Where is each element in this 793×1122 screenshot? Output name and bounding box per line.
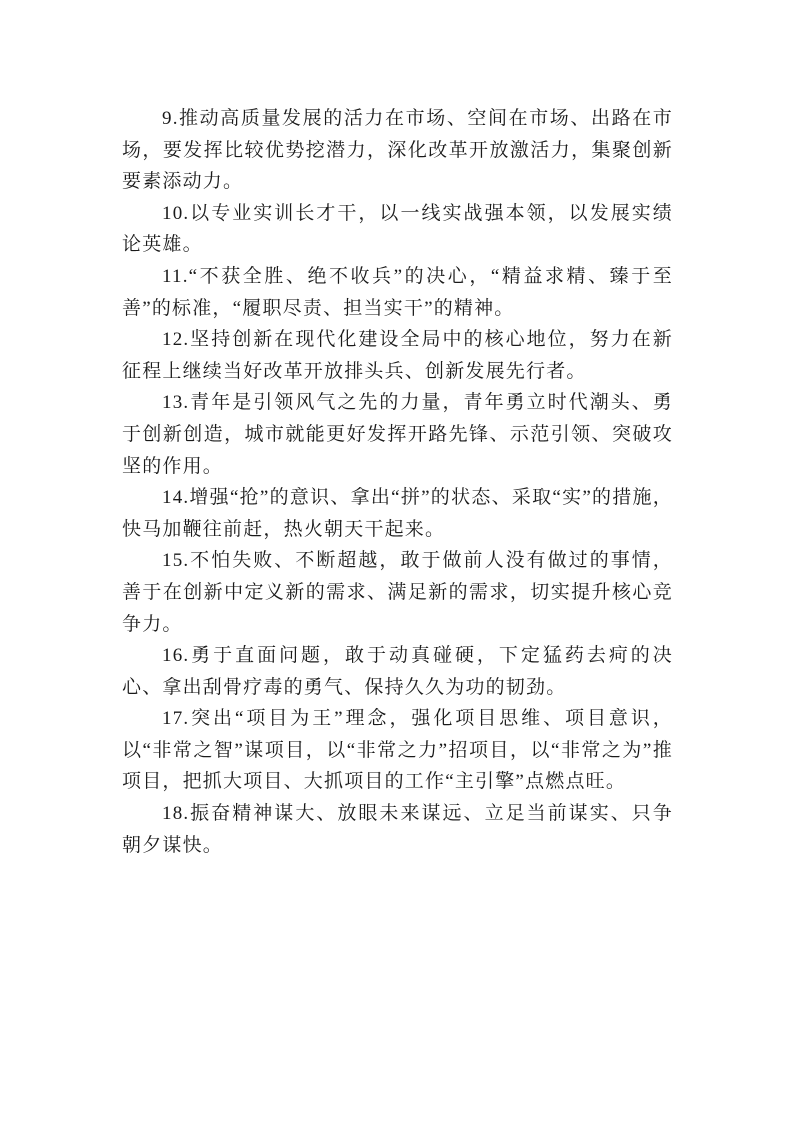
paragraph-number: 13. bbox=[162, 392, 190, 414]
paragraph-number: 14. bbox=[162, 487, 190, 509]
paragraph-number: 18. bbox=[162, 803, 190, 825]
paragraph-16 bbox=[122, 640, 673, 703]
document-page bbox=[122, 103, 673, 861]
paragraph-text: 以专业实训长才干，以一线实战强本领，以发展实绩论英雄。 bbox=[122, 202, 673, 256]
paragraph-text: 突出“项目为王”理念，强化项目思维、项目意识，以“非常之智”谋项目，以“非常之力”招项目，以“非常之为”推项目，把抓大项目、大抓项目的工作“主引擎”点燃点旺。 bbox=[122, 708, 673, 793]
paragraph-text: 增强“抢”的意识、拿出“拼”的状态、采取“实”的措施，快马加鞭往前赶，热火朝天干起来。 bbox=[122, 487, 673, 540]
paragraph-12 bbox=[122, 324, 673, 387]
paragraph-text: 推动高质量发展的活力在市场、空间在市场、出路在市场，要发挥比较优势挖潜力，深化改革开放激活力，集聚创新要素添动力。 bbox=[122, 108, 673, 193]
paragraph-14 bbox=[122, 482, 673, 545]
paragraph-15 bbox=[122, 545, 673, 640]
paragraph-number: 12. bbox=[162, 329, 190, 351]
paragraph-text: 青年是引领风气之先的力量，青年勇立时代潮头、勇于创新创造，城市就能更好发挥开路先锋、示范引领、突破攻坚的作用。 bbox=[122, 392, 673, 477]
paragraph-17 bbox=[122, 703, 673, 798]
paragraph-text: 勇于直面问题，敢于动真碰硬，下定猛药去疴的决心、拿出刮骨疗毒的勇气、保持久久为功的韧劲。 bbox=[122, 645, 673, 698]
paragraph-10 bbox=[122, 198, 673, 261]
paragraph-text: 不怕失败、不断超越，敢于做前人没有做过的事情，善于在创新中定义新的需求、满足新的需求，切实提升核心竞争力。 bbox=[122, 550, 673, 635]
paragraph-number: 10. bbox=[162, 202, 190, 224]
paragraph-9 bbox=[122, 103, 673, 198]
paragraph-18 bbox=[122, 798, 673, 861]
paragraph-number: 17. bbox=[162, 708, 190, 730]
paragraph-13 bbox=[122, 387, 673, 482]
paragraph-text: “不获全胜、绝不收兵”的决心，“精益求精、臻于至善”的标准，“履职尽责、担当实干”的精神。 bbox=[122, 265, 673, 319]
paragraph-number: 16. bbox=[162, 645, 190, 667]
paragraph-text: 振奋精神谋大、放眼未来谋远、立足当前谋实、只争朝夕谋快。 bbox=[122, 803, 673, 856]
paragraph-number: 9. bbox=[162, 108, 179, 129]
paragraph-text: 坚持创新在现代化建设全局中的核心地位，努力在新征程上继续当好改革开放排头兵、创新发展先行者。 bbox=[122, 329, 673, 382]
paragraph-number: 15. bbox=[162, 550, 190, 572]
paragraph-number: 11. bbox=[162, 265, 189, 287]
paragraph-11 bbox=[122, 261, 673, 324]
